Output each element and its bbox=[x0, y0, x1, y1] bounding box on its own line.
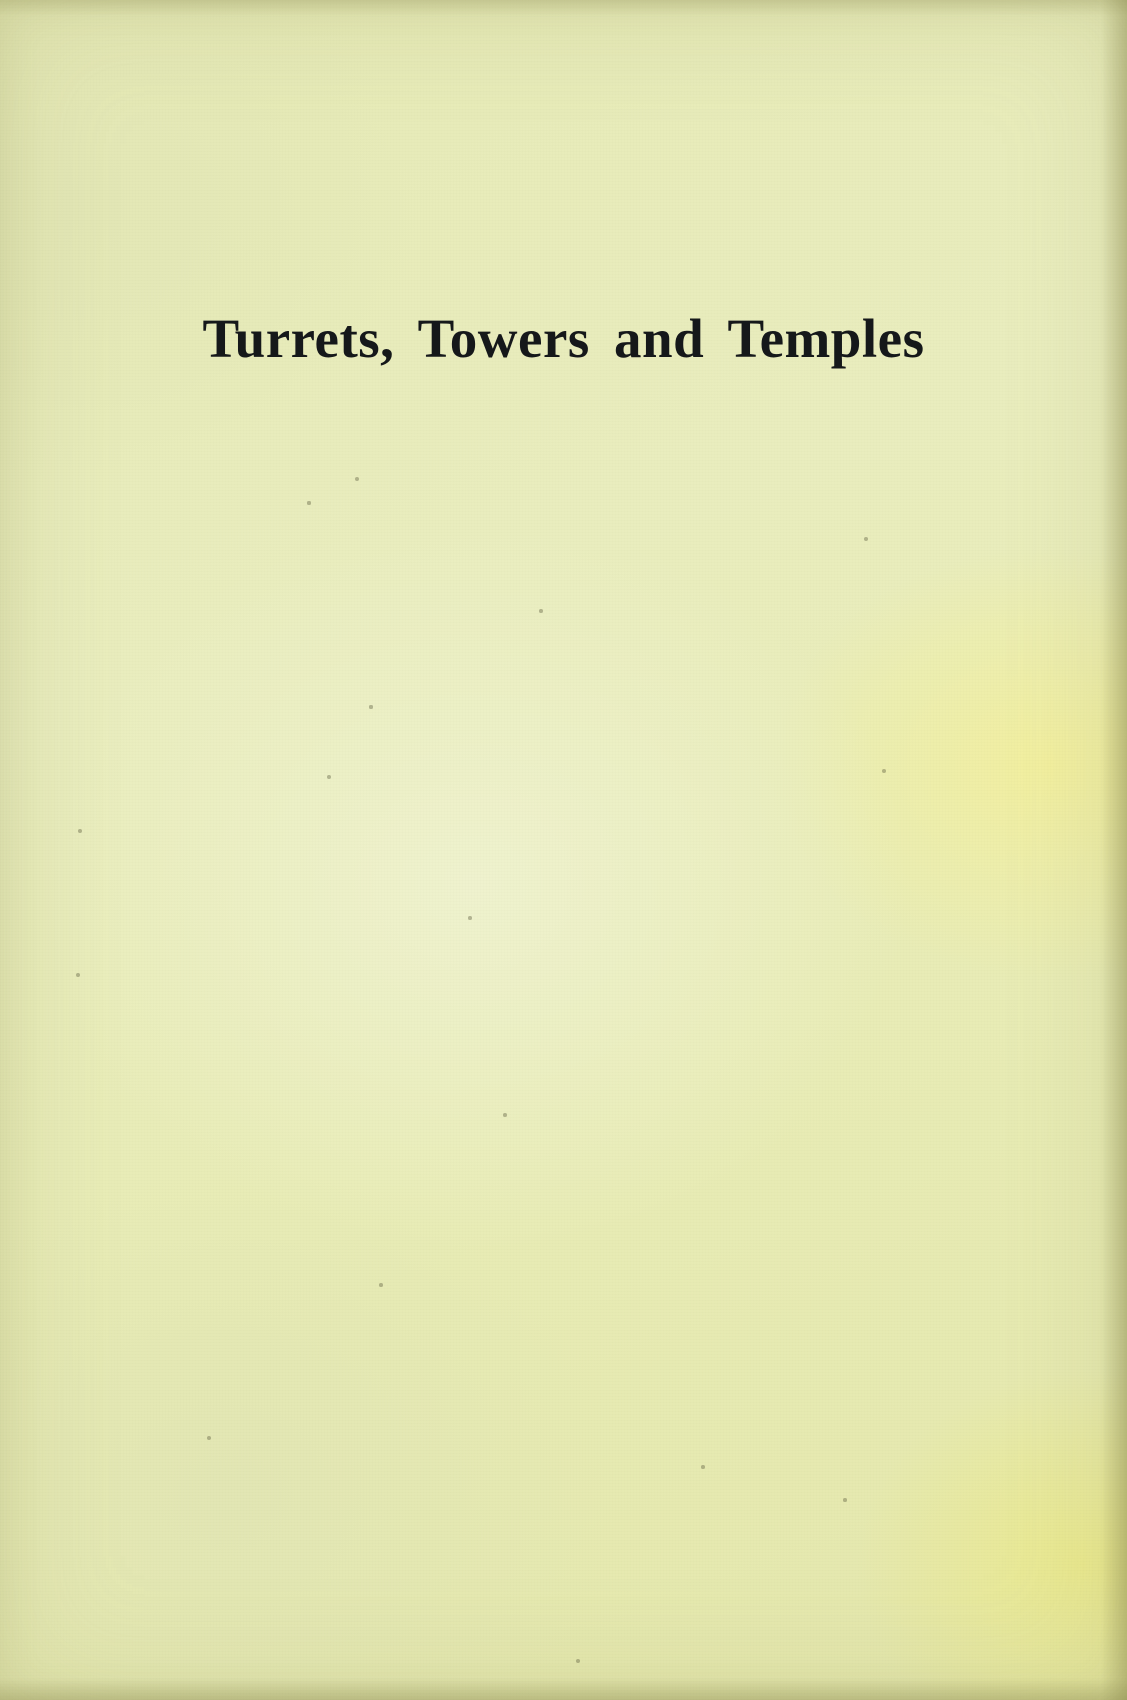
paper-speck bbox=[307, 501, 310, 504]
paper-speck bbox=[76, 973, 80, 977]
paper-speck bbox=[864, 537, 868, 541]
paper-speck bbox=[468, 916, 472, 920]
scan-edge-right-shadow bbox=[1101, 0, 1127, 1700]
paper-speck bbox=[539, 609, 543, 613]
paper-speck bbox=[701, 1465, 705, 1469]
paper-speck bbox=[882, 769, 887, 774]
page-title: Turrets, Towers and Temples bbox=[202, 307, 925, 369]
paper-speck bbox=[843, 1498, 847, 1502]
paper-speck bbox=[503, 1113, 507, 1117]
paper-speck bbox=[327, 775, 331, 779]
paper-speck bbox=[355, 477, 359, 481]
paper-speck bbox=[369, 705, 372, 708]
paper-speck bbox=[576, 1659, 581, 1664]
paper-speck bbox=[78, 829, 82, 833]
paper-speck bbox=[379, 1283, 383, 1287]
scan-edge-top-shadow bbox=[0, 0, 1127, 16]
scan-edge-bottom-shadow bbox=[0, 1678, 1127, 1700]
paper-speck bbox=[207, 1436, 211, 1440]
